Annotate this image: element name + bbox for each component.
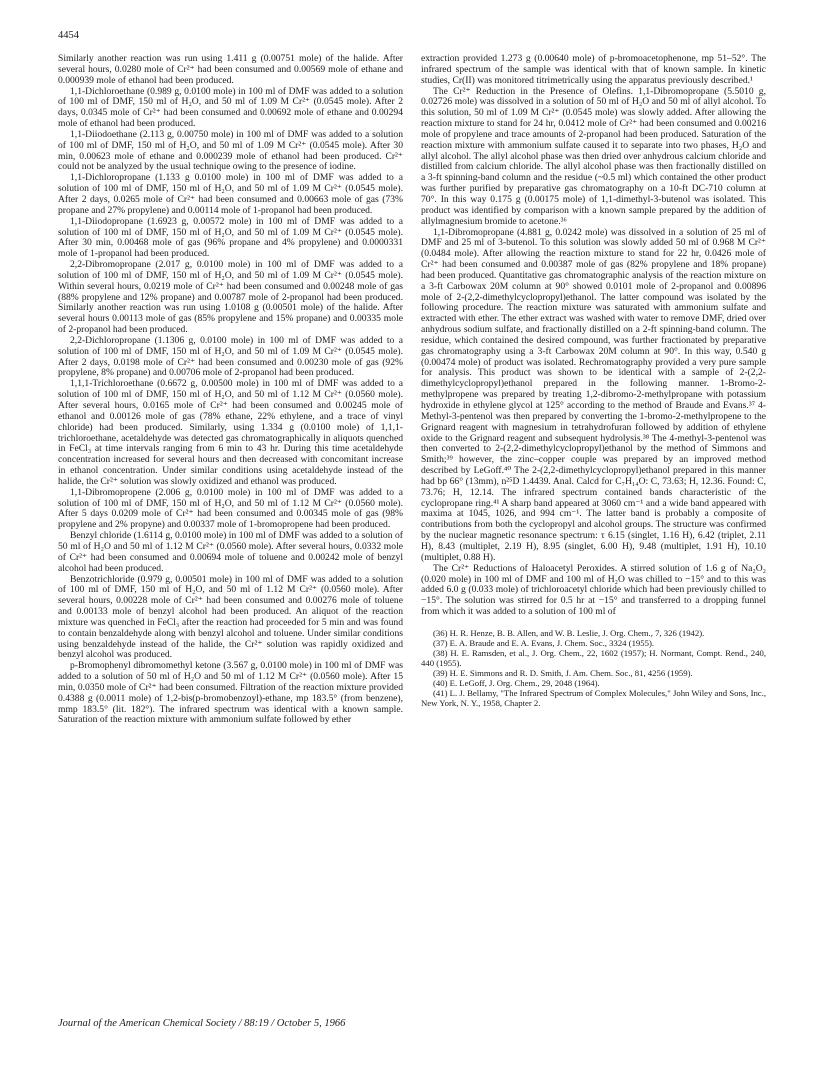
paragraph: 1,1-Diiodopropane (1.6923 g, 0.00572 mole) in 100 ml of DMF was added to a solution of 100 ml of DMF, 150 ml of H₂O, and 50 ml of 1.09 M Cr²⁺ (0.0545 mole). After 30 min, 0.00468 mole of gas (96% propane and 4% propylene) and 0.0000331 mole of 1-propanol had been produced. (58, 215, 403, 260)
reference-item: (38) H. E. Ramsden, et al., J. Org. Chem., 22, 1602 (1957); H. Normant, Compt. Rend., 240, 440 (1955). (421, 647, 766, 668)
paragraph: 2,2-Dibromopropane (2.017 g, 0.0100 mole) in 100 ml of DMF was added to a solution of 100 ml of DMF, 150 ml of H₂O, and 50 ml of 1.09 M Cr²⁺ (0.0545 mole). Within several hours, 0.0219 mole of Cr²⁺ had been consumed and 0.00248 mole of gas (88% propylene and 12% propane) and 0.00787 mole of 2-propanol had been produced. Similarly another reaction was run using 1.0108 g (0.00501 mole) of the halide. After several hours 0.00113 mole of gas (85% propylene and 15% propane) and 0.00335 mole of 2-propanol had been produced. (58, 259, 403, 336)
page-number: 4454 (58, 30, 79, 41)
reference-item: (37) E. A. Braude and E. A. Evans, J. Chem. Soc., 3324 (1955). (433, 637, 655, 648)
left-column (58, 54, 403, 726)
paragraph: Benzyl chloride (1.6114 g, 0.0100 mole) in 100 ml of DMF was added to a solution of 50 ml of H₂O and 50 ml of 1.12 M Cr²⁺ (0.0560 mole). After several hours, 0.0332 mole of Cr²⁺ had been consumed and 0.00694 mole of toluene and 0.00242 mole of benzyl alcohol had been produced. (58, 530, 403, 574)
paragraph: The Cr²⁺ Reductions of Haloacetyl Peroxides. A stirred solution of 1.6 g of Na₂O₂ (0.020 mole) in 100 ml of DMF and 100 ml of H₂O was chilled to −15° and to this was added 6.0 g (0.033 mole) of trichloroacetyl chloride which had been previously chilled to −15°. The solution was stirred for 0.5 hr at −15° and transferred to a dropping funnel from which it was added to a solution of 100 ml of (421, 562, 766, 618)
paragraph: 1,1-Dibromopropane (4.881 g, 0.0242 mole) was dissolved in a solution of 25 ml of DMF and 25 ml of 3-butenol. To this solution was slowly added 50 ml of 0.968 M Cr²⁺ (0.0484 mole). After allowing the reaction mixture to stand for 22 hr, 0.0426 mole of Cr²⁺ had been consumed and 0.00387 mole of gas (82% propylene and 18% propane) had been produced. Quantitative gas chromatographic analysis of the reaction mixture on a 3-ft Carbowax 20M column at 90° showed 0.0101 mole of 2-propanol and 0.00896 mole of 2-(2,2-dimethylcyclopropyl)ethanol. The latter compound was isolated by the following procedure. The reaction mixture was saturated with ammonium sulfate and extracted with ether. The ether extract was washed with water to remove DMF, dried over anhydrous sodium sulfate, and fractionally distilled on a 2-ft spinning-band column. The residue, which contained the desired compound, was further fractionated by preparative gas chromatography using a 3-ft Carbowax 20M column at 90°. In this way, 0.540 g (0.00474 mole) of product was isolated. Rechromatography provided a very pure sample for analysis. This product was shown to be identical with a sample of 2-(2,2-dimethylcyclopropyl)ethanol prepared in the following manner. 1-Bromo-2-methylpropene was prepared by treating 1,2-dibromo-2-methylpropane with potassium hydroxide in ethylene glycol at 125° according to the method of Braude and Evans.³⁷ 4-Methyl-3-pentenol was then prepared by converting the 1-bromo-2-methylpropene to the Grignard reagent with magnesium in tetrahydrofuran followed by addition of ethylene oxide to the Grignard reagent and subsequent hydrolysis.³⁸ The 4-methyl-3-pentenol was then converted to 2-(2,2-dimethylcyclopropyl)ethanol by the method of Simmons and Smith;³⁹ however, the zinc–copper couple was prepared by an improved method described by LeGoff.⁴⁰ The 2-(2,2-dimethylcyclopropyl)ethanol prepared in this manner had bp 66° (13mm), n²⁵D 1.4439. Anal. Calcd for C₇H₁₄O: C, 73.63; H, 12.36. Found: C, 73.76; H, 12.14. The infrared spectrum contained bands characteristic of the cyclopropane ring.⁴¹ A sharp band appeared at 3060 cm⁻¹ and a wide band appeared with maxima at 1045, 1026, and 994 cm⁻¹. The latter band is probably a composite of contributions from both the cyclopropyl and alcohol groups. The structure was confirmed by the nuclear magnetic resonance spectrum: τ 6.15 (singlet, 1.16 H), 6.42 (triplet, 2.11 H), 8.43 (multiplet, 2.19 H), 8.95 (singlet, 6.00 H), 9.48 (multiplet, 1.91 H), 10.10 (multiplet, 0.88 H). (421, 226, 766, 563)
paragraph: 1,1-Diiodoethane (2.113 g, 0.00750 mole) in 100 ml of DMF was added to a solution of 100 ml of DMF, 150 ml of H₂O, and 50 ml of 1.09 M Cr²⁺ (0.0545 mole). After 30 min, 0.00623 mole of ethane and 0.000239 mole of ethanol had been produced. Cr²⁺ could not be analyzed by the usual technique owing to the presence of iodine. (58, 128, 403, 173)
paragraph: 1,1-Dibromopropene (2.006 g, 0.0100 mole) in 100 ml of DMF was added to a solution of 100 ml of DMF, 150 ml of H₂O, and 50 ml of 1.12 M Cr²⁺ (0.0560 mole). After 5 days 0.0209 mole of Cr²⁺ had been consumed and 0.00345 mole of gas (98% propylene and 2% propyne) and 0.00337 mole of 1-bromopropene had been produced. (58, 486, 403, 531)
paragraph: 1,1-Dichloroethane (0.989 g, 0.0100 mole) in 100 ml of DMF was added to a solution of 100 ml of DMF, 150 ml of H₂O, and 50 ml of 1.09 M Cr²⁺ (0.0545 mole). After 2 days, 0.0345 mole of Cr²⁺ had been consumed and 0.00692 mole of ethane and 0.00294 mole of ethanol had been produced. (58, 85, 403, 130)
paragraph: Similarly another reaction was run using 1.411 g (0.00751 mole) of the halide. After several hours, 0.0280 mole of Cr²⁺ had been consumed and 0.00569 mole of ethane and 0.000939 mole of ethanol had been produced. (58, 53, 403, 86)
paragraph: extraction provided 1.273 g (0.00640 mole) of p-bromoacetophenone, mp 51–52°. The infrared spectrum of the sample was identical with that of known sample. In kinetic studies, Cr(II) was monitored titrimetrically using the apparatus previously described.¹ (421, 53, 766, 86)
paragraph: 2,2-Dichloropropane (1.1306 g, 0.0100 mole) in 100 ml of DMF was added to a solution of 100 ml of DMF, 150 ml of H₂O, and 50 ml of 1.09 M Cr²⁺ (0.0545 mole). After 2 days, 0.0198 mole of Cr²⁺ had been consumed and 0.00230 mole of gas (92% propylene, 8% propane) and 0.00706 mole of 2-propanol had been produced. (58, 334, 403, 379)
paragraph: The Cr²⁺ Reduction in the Presence of Olefins. 1,1-Dibromopropane (5.5010 g, 0.02726 mole) was dissolved in a solution of 50 ml of H₂O and 50 ml of allyl alcohol. To this solution, 50 ml of 1.09 M Cr²⁺ (0.0545 mole) was slowly added. After allowing the reaction mixture to stand for 24 hr, 0.0412 mole of Cr²⁺ had been consumed and 0.00216 mole of propylene and trace amounts of 2-propanol had been produced. Saturation of the reaction mixture with ammonium sulfate caused it to separate into two phases, H₂O and allyl alcohol. The allyl alcohol phase was then dried over anhydrous calcium chloride and distilled from calcium chloride. The allyl alcohol phase was then fractionally distilled on a 3-ft spinning-band column and the residue (~0.5 ml) which contained the other product was further purified by preparative gas chromatography on a 10-ft DC-710 column at 70°. In this way 0.175 g (0.00175 mole) of 1,1-dimethyl-3-butenol was isolated. This product was identified by comparison with a known sample prepared by the addition of allylmagnesium bromide to acetone.³⁶ (421, 85, 766, 227)
references (421, 628, 766, 708)
journal-footer: Journal of the American Chemical Society / 88:19 / October 5, 1966 (58, 1018, 346, 1029)
right-column (421, 54, 766, 708)
reference-item: (36) H. R. Henze, B. B. Allen, and W. B. Leslie, J. Org. Chem., 7, 326 (1942). (433, 627, 705, 638)
paragraph: 1,1,1-Trichloroethane (0.6672 g, 0.00500 mole) in 100 ml of DMF was added to a solution of 100 ml of DMF, 150 ml of H₂O, and 50 ml of 1.12 M Cr²⁺ (0.0560 mole). After several hours, 0.0165 mole of Cr²⁺ had been consumed and 0.00245 mole of ethanol and 0.00126 mole of gas (78% ethane, 22% ethylene, and a trace of vinyl chloride) had been produced. Similarly, using 1.334 g (0.0100 mole) of 1,1,1-trichloroethane, acetaldehyde was detected gas chromatographically in aliquots quenched in FeCl₃ at time intervals ranging from 6 min to 43 hr. During this time acetaldehyde concentration increased for several hours and then decreased with concomitant increase in ethanol concentration. Under similar conditions using acetaldehyde instead of the halide, the Cr²⁺ solution was slowly oxidized and ethanol was produced. (58, 378, 403, 487)
reference-item: (40) E. LeGoff, J. Org. Chem., 29, 2048 (1964). (433, 677, 600, 688)
reference-item: (39) H. E. Simmons and R. D. Smith, J. Am. Chem. Soc., 81, 4256 (1959). (433, 667, 693, 678)
paragraph: p-Bromophenyl dibromomethyl ketone (3.567 g, 0.0100 mole) in 100 ml of DMF was added to a solution of 50 ml of H₂O and 50 ml of 1.12 M Cr²⁺ (0.0560 mole). After 15 min, 0.0350 mole of Cr²⁺ had been consumed. Filtration of the reaction mixture provided 0.4388 g (0.0011 mole) of 1,2-bis(p-bromobenzoyl)-ethane, mp 183.5° (from benzene), mmp 183.5° (lit. 182°). The infrared spectrum was identical with a known sample. Saturation of the reaction mixture with ammonium sulfate followed by ether (58, 660, 403, 726)
reference-item: (41) L. J. Bellamy, "The Infrared Spectrum of Complex Molecules," John Wiley and Sons, Inc., New York, N. Y., 1958, Chapter 2. (421, 687, 766, 708)
paragraph: Benzotrichloride (0.979 g, 0.00501 mole) in 100 ml of DMF was added to a solution of 100 ml of DMF, 150 ml of H₂O, and 50 ml of 1.12 M Cr²⁺ (0.0560 mole). After several hours, 0.00228 mole of Cr²⁺ had been consumed and 0.00276 mole of toluene and 0.00133 mole of benzyl alcohol had been produced. An aliquot of the reaction mixture was quenched in FeCl₃ after the reaction had proceeded for 5 min and was found to contain benzaldehyde along with benzyl alcohol and toluene. Under similar conditions using benzaldehyde instead of the halide, the Cr²⁺ solution was rapidly oxidized and benzyl alcohol was produced. (58, 573, 403, 661)
paragraph: 1,1-Dichloropropane (1.133 g 0.0100 mole) in 100 ml of DMF was added to a solution of 100 ml of DMF, 150 ml of H₂O, and 50 ml of 1.09 M Cr²⁺ (0.0545 mole). After 2 days, 0.0265 mole of Cr²⁺ had been consumed and 0.00663 mole of gas (73% propane and 27% propylene) and 0.00114 mole of 1-propanol had been produced. (58, 172, 403, 216)
